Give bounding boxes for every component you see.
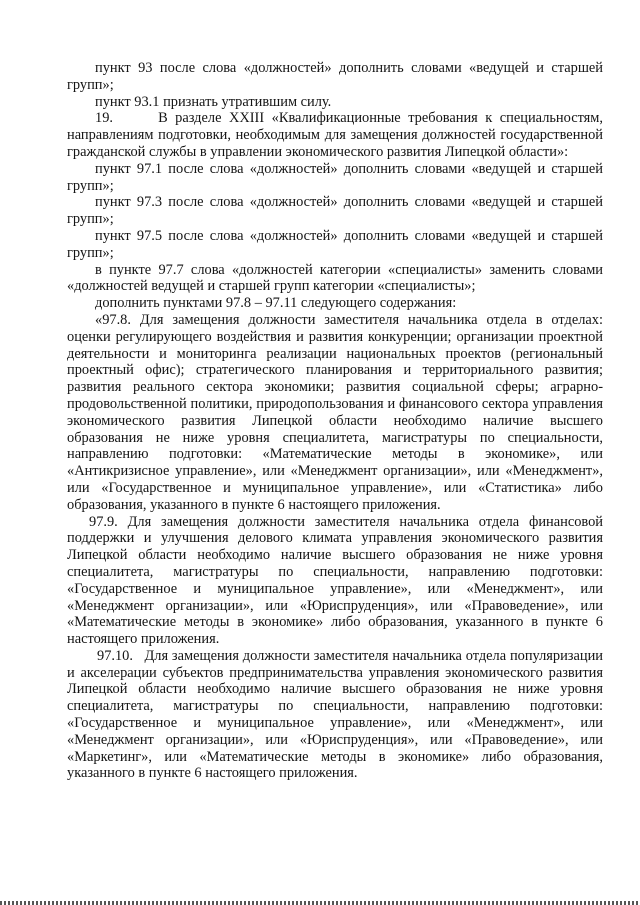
paragraph-add-items: дополнить пунктами 97.8 – 97.11 следующего содержания: [95, 295, 457, 312]
scan-edge-border [0, 901, 640, 905]
paragraph-item-97-5: пункт 97.5 после слова «должностей» дополнить словами «ведущей и старшей групп»; [67, 227, 603, 261]
paragraph-97-10: 97.10. Для замещения должности заместителя начальника отдела популяризации и акселерации субъектов предпринимательства управления экономического развития Липецкой области необходимо наличие высшего образования не ниже уровня специалитета, магистратуры по специальности, направлению подготовки: «Государственное и муниципальное управление», или «Менеджмент», или «Менеджмент организации», или «Юриспруденция», или «Правоведение», или «Маркетинг», или «Математические методы в экономике» либо образования, указанного в пункте 6 настоящего приложения. [67, 647, 603, 782]
paragraph-97-8: «97.8. Для замещения должности заместителя начальника отдела в отделах: оценки регулирующего воздействия и развития конкуренции; организации проектной деятельности и мониторинга реализации национальных проектов (региональный проектный офис); стратегического планирования и территориального развития; развития реального сектора экономики; развития социальной сферы; аграрно-продовольственной политики, природопользования и финансового сектора управления экономического развития Липецкой области необходимо наличие высшего образования не ниже уровня специалитета, магистратуры по специальности, направлению подготовки: «Математические методы в экономике», или «Антикризисное управление», или «Менеджмент организации», или «Менеджмент», или «Государственное и муниципальное управление», или «Статистика» либо образования, указанного в пункте 6 настоящего приложения. [67, 311, 603, 513]
document-body [67, 60, 603, 782]
paragraph-97-9: 97.9. Для замещения должности заместителя начальника отдела финансовой поддержки и улучшения делового климата управления экономического развития Липецкой области необходимо наличие высшего образования не ниже уровня специалитета, магистратуры по специальности, направлению подготовки: «Государственное и муниципальное управление», или «Менеджмент», или «Менеджмент организации», или «Юриспруденция», или «Правоведение», или «Математические методы в экономике» либо образования, указанного в пункте 6 настоящего приложения. [67, 513, 603, 648]
paragraph-item-93-1: пункт 93.1 признать утратившим силу. [95, 93, 332, 110]
paragraph-item-97-3: пункт 97.3 после слова «должностей» дополнить словами «ведущей и старшей групп»; [67, 194, 603, 228]
paragraph-item-97-1: пункт 97.1 после слова «должностей» дополнить словами «ведущей и старшей групп»; [67, 160, 603, 194]
paragraph-item-93: пункт 93 после слова «должностей» дополнить словами «ведущей и старшей групп»; [67, 60, 603, 93]
paragraph-section-19: 19. В разделе XXIII «Квалификационные требования к специальностям, направлениям подготовки, необходимым для замещения должностей государственной гражданской службы в управлении экономического развития Липецкой области»: [67, 110, 603, 160]
paragraph-item-97-7: в пункте 97.7 слова «должностей категории «специалисты» заменить словами «должностей ведущей и старшей групп категории «специалисты»; [67, 261, 603, 295]
